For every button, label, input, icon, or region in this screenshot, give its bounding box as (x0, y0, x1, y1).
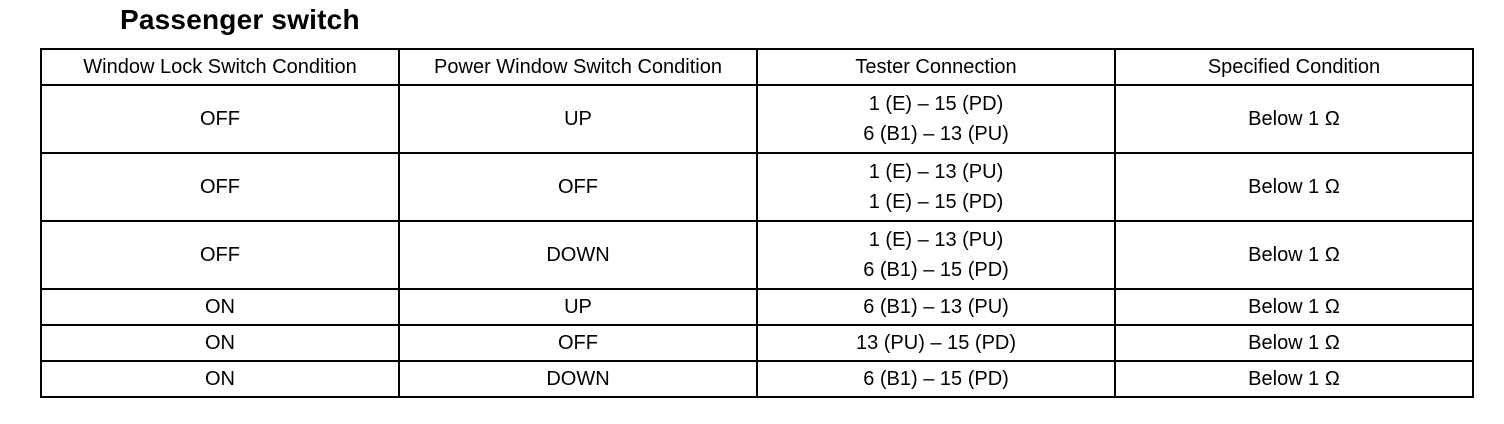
header-specified-condition: Specified Condition (1115, 49, 1473, 85)
cell-tester (757, 361, 1115, 397)
header-window-lock: Window Lock Switch Condition (41, 49, 399, 85)
cell-tester (757, 289, 1115, 325)
tester-line: 6 (B1) – 13 (PU) (863, 296, 1009, 318)
table-row (41, 361, 1473, 397)
cell-tester (757, 221, 1115, 289)
cell-power: UP (399, 289, 757, 325)
cell-spec: Below 1 Ω (1115, 153, 1473, 221)
specification-table (40, 48, 1474, 398)
header-row (41, 49, 1473, 85)
tester-line: 1 (E) – 15 (PD) (868, 93, 1004, 115)
header-power-window: Power Window Switch Condition (399, 49, 757, 85)
table-row (41, 153, 1473, 221)
cell-lock: ON (41, 361, 399, 397)
cell-power: OFF (399, 325, 757, 361)
cell-tester (757, 325, 1115, 361)
table-row (41, 221, 1473, 289)
cell-power: OFF (399, 153, 757, 221)
cell-lock: OFF (41, 221, 399, 289)
cell-lock: ON (41, 289, 399, 325)
cell-spec: Below 1 Ω (1115, 289, 1473, 325)
tester-line: 6 (B1) – 15 (PD) (863, 259, 1009, 281)
cell-power: DOWN (399, 221, 757, 289)
cell-spec: Below 1 Ω (1115, 325, 1473, 361)
tester-line: 1 (E) – 13 (PU) (868, 229, 1004, 251)
cell-spec: Below 1 Ω (1115, 221, 1473, 289)
table-row (41, 325, 1473, 361)
tester-line: 6 (B1) – 13 (PU) (863, 123, 1009, 145)
header-tester-connection: Tester Connection (757, 49, 1115, 85)
table-row (41, 289, 1473, 325)
table-row (41, 85, 1473, 153)
tester-line: 1 (E) – 13 (PU) (868, 161, 1004, 183)
cell-lock: ON (41, 325, 399, 361)
cell-lock: OFF (41, 153, 399, 221)
tester-line: 13 (PU) – 15 (PD) (855, 332, 1017, 354)
cell-power: UP (399, 85, 757, 153)
tester-line: 6 (B1) – 15 (PD) (863, 368, 1009, 390)
page-title: Passenger switch (120, 4, 360, 35)
cell-power: DOWN (399, 361, 757, 397)
cell-spec: Below 1 Ω (1115, 361, 1473, 397)
tester-line: 1 (E) – 15 (PD) (868, 191, 1004, 213)
cell-tester (757, 153, 1115, 221)
cell-spec: Below 1 Ω (1115, 85, 1473, 153)
cell-lock: OFF (41, 85, 399, 153)
cell-tester (757, 85, 1115, 153)
